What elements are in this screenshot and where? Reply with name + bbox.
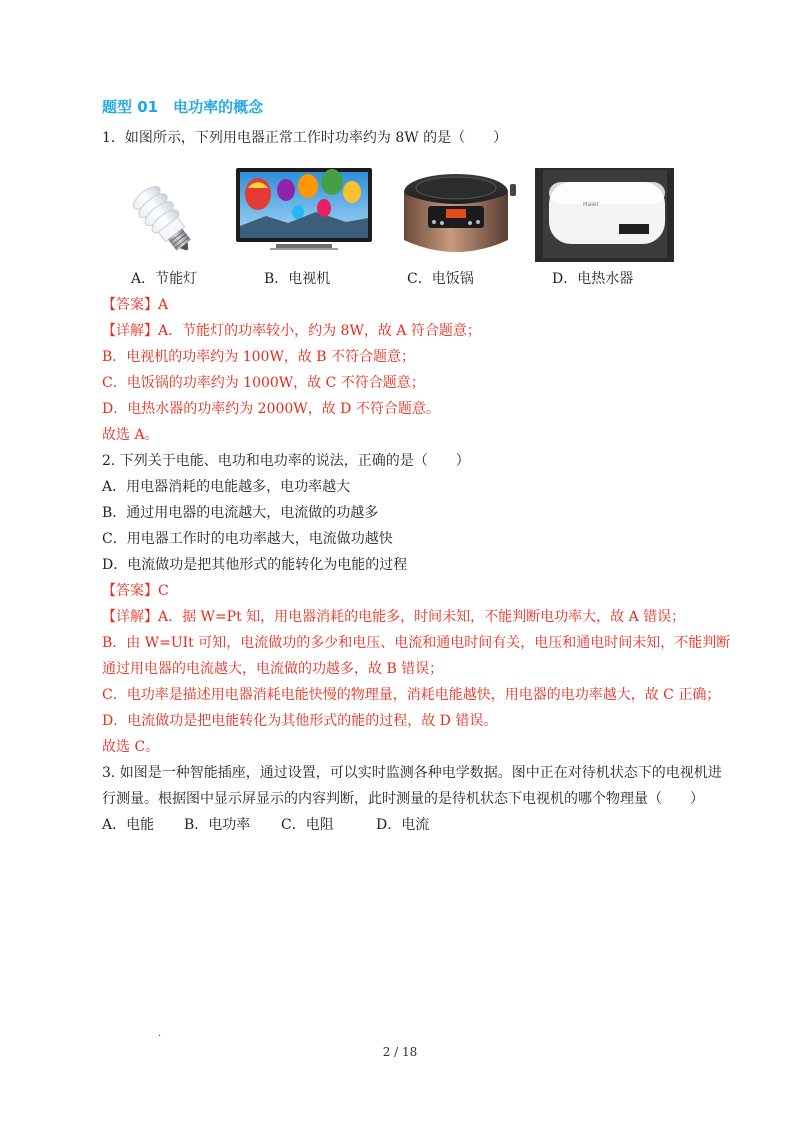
section-heading: 题型 01 电功率的概念 (102, 98, 264, 116)
q1-stem: 1．如图所示，下列用电器正常工作时功率约为 8W 的是（ ） (102, 130, 508, 146)
q2-detail-c: C．电功率是描述用电器消耗电能快慢的物理量，消耗电能越快，用电器的电功率越大，故 C 正确； (102, 687, 721, 703)
q3-option-c: C．电阻 (281, 817, 334, 833)
page-number: 2 / 18 (382, 1045, 418, 1059)
q1-option-a: A．节能灯 (131, 271, 198, 287)
q1-option-c: C．电饭锅 (407, 271, 474, 287)
q2-detail-b-line2: 通过用电器的电流越大，电流做的功越多，故 B 错误； (102, 661, 444, 677)
q2-stem: 2. 下列关于电能、电功和电功率的说法，正确的是（ ） (102, 453, 470, 469)
q3-option-b: B．电功率 (184, 817, 251, 833)
q3-option-d: D．电流 (376, 817, 430, 833)
water-heater-image (535, 168, 674, 262)
q2-answer: 【答案】C (102, 583, 169, 599)
q1-detail-c: C．电饭锅的功率约为 1000W，故 C 不符合题意； (102, 375, 425, 391)
energy-saving-lamp-image (104, 168, 216, 262)
television-image (236, 168, 372, 262)
q2-option-d: D．电流做功是把其他形式的能转化为电能的过程 (102, 557, 408, 573)
q2-detail-a: 【详解】A．据 W=Pt 知，用电器消耗的电能多，时间未知，不能判断电功率大，故 A 错误； (102, 609, 686, 625)
q2-conclusion: 故选 C。 (102, 739, 160, 755)
q1-detail-a: 【详解】A．节能灯的功率较小，约为 8W，故 A 符合题意； (102, 323, 481, 339)
q1-detail-d: D．电热水器的功率约为 2000W，故 D 不符合题意。 (102, 401, 440, 417)
q2-option-b: B．通过用电器的电流越大，电流做的功越多 (102, 505, 379, 521)
q2-option-c: C．用电器工作时的电功率越大，电流做功越快 (102, 531, 393, 547)
q1-detail-b: B．电视机的功率约为 100W，故 B 不符合题意； (102, 349, 416, 365)
heater-brand-text: Haier (583, 201, 600, 208)
q2-option-a: A．用电器消耗的电能越多，电功率越大 (102, 479, 351, 495)
q1-conclusion: 故选 A。 (102, 427, 159, 443)
q1-option-b: B．电视机 (264, 271, 331, 287)
rice-cooker-image (398, 168, 518, 262)
q1-option-d: D．电热水器 (552, 271, 634, 287)
q2-detail-d: D．电流做功是把电能转化为其他形式的能的过程，故 D 错误。 (102, 713, 498, 729)
q3-option-a: A．电能 (102, 817, 155, 833)
q3-stem-line2: 行测量。根据图中显示屏显示的内容判断，此时测量的是待机状态下电视机的哪个物理量（ ） (102, 791, 704, 807)
footer-dot: . (158, 1028, 162, 1039)
q3-stem-line1: 3. 如图是一种智能插座，通过设置，可以实时监测各种电学数据。图中正在对待机状态下的电视机进 (102, 765, 722, 781)
q2-detail-b-line1: B．由 W=UIt 可知，电流做功的多少和电压、电流和通电时间有关，电压和通电时间未知，不能判断 (102, 635, 731, 651)
q1-answer: 【答案】A (102, 297, 169, 313)
